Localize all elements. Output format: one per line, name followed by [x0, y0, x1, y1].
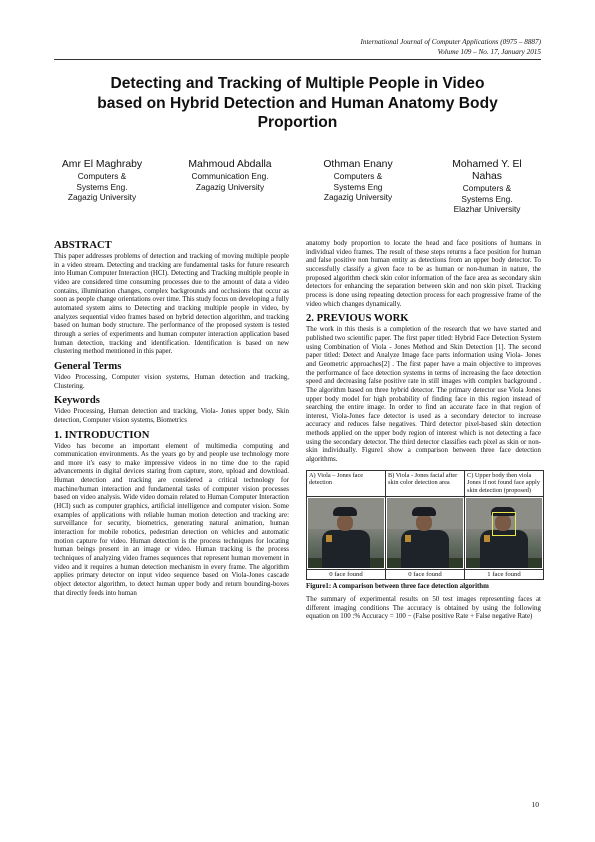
author-name: Nahas: [471, 171, 503, 182]
header-rule: [54, 59, 541, 60]
figure-result-a: 0 face found: [307, 569, 386, 580]
keywords-text: Video Processing, Human detection and tracking, Viola- Jones upper body, Skin detection, Computer vision systems, Biometrics: [54, 407, 289, 424]
general-terms-heading: General Terms: [54, 360, 122, 372]
right-column: [306, 239, 541, 621]
author-name: Othman Enany: [323, 159, 393, 170]
figure-caption-c: C) Upper body then viola Jones if not found face apply skin detection (proposed): [465, 470, 544, 496]
figure-photo-c: [466, 498, 542, 568]
figure-photo-b: [387, 498, 463, 568]
author-affiliation: Zagazig University: [323, 192, 393, 202]
journal-name: International Journal of Computer Applications (0975 – 8887): [360, 38, 541, 46]
journal-volume: Volume 109 – No. 17, January 2015: [437, 48, 541, 56]
author-affiliation: Computers &: [462, 183, 512, 193]
left-column: [54, 239, 289, 597]
author-1: [42, 159, 162, 203]
title-line-2: based on Hybrid Detection and Human Anatomy Body: [97, 94, 498, 112]
figure-result-c: 1 face found: [465, 569, 544, 580]
previous-work-heading: 2. PREVIOUS WORK: [306, 313, 409, 325]
author-affiliation: Systems Eng: [333, 181, 383, 192]
title-line-3: Proportion: [257, 114, 338, 131]
author-affiliation: Elazhar University: [453, 204, 521, 214]
general-terms-text: Video Processing, Computer vision systems, Human detection and tracking, Clustering.: [54, 372, 289, 390]
author-name: Amr El Maghraby: [61, 159, 143, 170]
author-affiliation: Computers &: [77, 171, 127, 181]
abstract-text: This paper addresses problems of detection and tracking of moving multiple people in a video stream. Detecting and tracking are fundamental tasks for future research into Human Computer Interaction (HCI). Detecting and Tracking multiple people in video are considered time consuming processes due to the amount of data a video contains, illumination changes, complex backgrounds and occlusions that occur as soon as people change orientations over time. This study focus on developing a fully automated system aims to Detecting and tracking multiple people in video, by analyzes sequential video frames based on hybrid detection algorithm, and tracking based on human body structure. The performance of the proposed system is tested through a series of experiments and human computer interaction application based human detection, tracking and identification. Identification is based on new clustering method mentioned in this paper.: [54, 252, 289, 356]
author-affiliation: Systems Eng.: [76, 181, 128, 192]
author-block: [42, 159, 557, 221]
author-4: [427, 159, 547, 215]
author-affiliation: Systems Eng.: [461, 193, 513, 204]
author-name: Mohamed Y. El: [452, 159, 522, 170]
title-line-1: Detecting and Tracking of Multiple People in Video: [110, 75, 485, 92]
figure-1-table: [306, 470, 544, 580]
introduction-text: Video has become an important element of multimedia computing and communication environments. As the years go by and people use technology more and more it's easy to make impressive videos in no time due to the rapid advancements in digital devices staring from capture, store, upload and download. Human detection and tracking are considered a critical technology for machine/human interaction and fundamental tasks of computer vision processes based on video analysis. Wide video domain related to Human Computer Interaction (HCI) such as computer graphics, artificial intelligence and computer vision. Some examples of applications with reliable human motion detection and tracking are: surveillance for security, biometrics, generating natural animation, human interaction for mobile robotics, pedestrian detection on vehicles and automatic motion capture for video. Human detection is the process techniques for locating human beings present in an image or video. Human tracking is the process techniques of analyzing video frames sequences that represent human movement in video and it requires a human detection mechanism in every frame. The algorithm applies primary detector on input video sequence based on Viola-Jones cascade object detector algorithm, to detect human upper body and return bounding-boxes that directly feeds into human: [54, 441, 289, 597]
abstract-heading: ABSTRACT: [54, 240, 112, 251]
figure-caption-b: B) Viola - Jones facial after skin color detection area: [386, 470, 465, 496]
introduction-heading: 1. INTRODUCTION: [54, 429, 150, 441]
page-number: 10: [531, 800, 539, 809]
keywords-heading: Keywords: [54, 395, 100, 407]
author-affiliation: Zagazig University: [67, 192, 137, 202]
figure-title: Figure1: A comparison between three face detection algorithm: [306, 583, 489, 591]
author-affiliation: Zagazig University: [195, 181, 265, 192]
previous-work-text: The work in this thesis is a completion of the research that we have started and published two scientific paper. The first paper titled: Hybrid Face Detection System using Combination of Viola - Jones Method and Skin Detection [1]. The second paper titled: Detect and Analyze Image face parts information using Viola- Jones and Geometric approaches[2] . The first paper have a main objective to improves the performance of face detection systems in terms of increasing the face detection speed and decreasing false positive rate in still images with complex background . The algorithm based on three hybrid detector. The primary detector use Viola Jones upper body model for high probability of finding face in this region instead of searching the entire image. In order to find an accurate face in that region of interest, Viola-Jones face detector is used as a secondary detector to increase accuracy and reduces false negatives. Third detector pixel-based skin detection methods applied on the upper body region of interest which is not detecting a face using the secondary detector. The third detector classifies each pixel as skin or non-skin individually. Figure1 show a comparison between three face detection algorithms.: [306, 325, 541, 464]
author-name: Mahmoud Abdalla: [188, 159, 272, 170]
after-figure-text: The summary of experimental results on 50 test images representing faces at different imaging conditions The accuracy is obtained by using the following equation on 100 :% Accuracy = 100 − (False positive Rate + False negative Rate): [306, 595, 541, 621]
author-affiliation: Communication Eng.: [191, 171, 269, 181]
figure-caption-a: A) Viola – Jones face detection: [307, 470, 386, 496]
figure-result-b: 0 face found: [386, 569, 465, 580]
paper-title: [40, 74, 555, 133]
face-detection-box: [492, 512, 516, 536]
author-3: [298, 159, 418, 203]
journal-header: [360, 37, 541, 57]
author-2: [170, 159, 290, 192]
author-affiliation: Computers &: [333, 171, 383, 181]
continuation-text: anatomy body proportion to locate the head and face positions of humans in individual video frames. The result of these steps returns a face position for human and false positive non human entity as detections from an upper body detector. To successfully classify a given face to be as human or non-human in nature, the proposed algorithm check skin color information of the face area as secondary skin detectors for enhancing the separation between skin and non skin pixel. Tracking process is done using repeating detection process for each progressive frame of the video which changes dynamically.: [306, 239, 541, 308]
figure-photo-a: [308, 498, 384, 568]
